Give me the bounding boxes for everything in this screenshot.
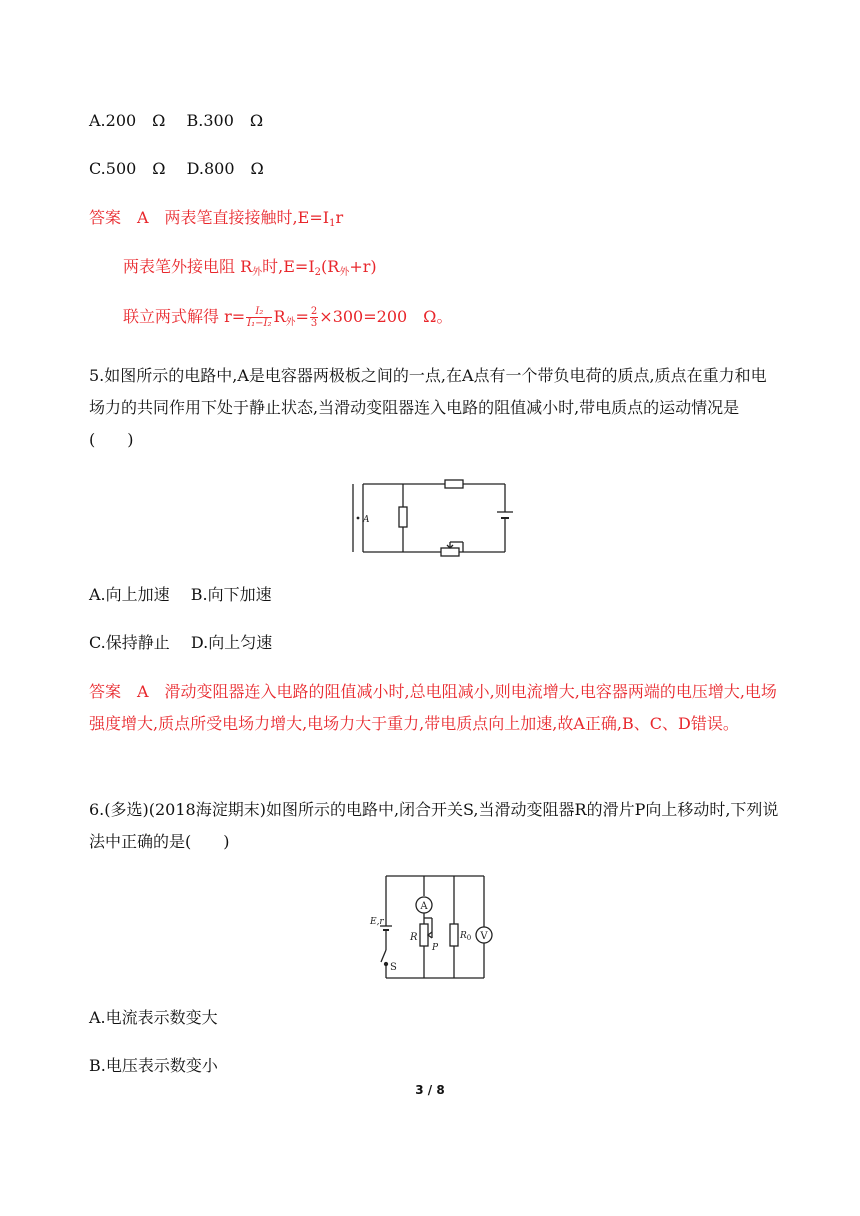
battery-label-er: E,r [370, 917, 384, 927]
page-number: 3 / 8 [415, 1083, 445, 1097]
q4-line2-sub-wai2: 外 [339, 267, 350, 278]
slider-label-p: P [432, 943, 439, 953]
q4-answer-line2 [123, 256, 377, 284]
q4-line3-c: = [295, 307, 309, 326]
q4-fraction-current [246, 306, 272, 329]
q4-line3-sub-wai: 外 [285, 317, 296, 328]
q4-line3-d: ×300=200 Ω。 [319, 307, 453, 326]
point-a-dot [357, 517, 360, 520]
q6-option-a: A.电流表示数变大 [89, 1008, 218, 1027]
rheostat-body [441, 548, 459, 556]
q4-line2-a: 两表笔外接电阻 R [123, 257, 253, 276]
q5-options-ab: A.向上加速 B.向下加速 [89, 585, 272, 604]
q6-question: 6.(多选)(2018海淀期末)如图所示的电路中,闭合开关S,当滑动变阻器R的滑片P向上移动时,下列说法中正确的是( ) [89, 800, 779, 851]
r0-label-sub: 0 [466, 934, 472, 942]
q4-line2-sub2: 2 [314, 267, 322, 278]
q4-line2-b: 时,E=I [262, 257, 315, 276]
q4-frac-denominator: I₁−I₂ [247, 318, 272, 329]
q5-circuit-diagram [345, 474, 515, 564]
q5-question: 5.如图所示的电路中,A是电容器两极板之间的一点,在A点有一个带负电荷的质点,质点在重力和电场力的共同作用下处于静止状态,当滑动变阻器连入电路的阻值减小时,带电质点的运动情况是( ) [89, 366, 767, 449]
q4-line3-b: R [273, 307, 286, 326]
fixed-resistor [399, 507, 407, 527]
voltmeter-label: V [480, 931, 488, 942]
q5-options-cd: C.保持静止 D.向上匀速 [89, 633, 273, 652]
q4-line2-c: (R [321, 257, 340, 276]
q4-frac-numerator: I₂ [246, 306, 272, 318]
q6-option-b: B.电压表示数变小 [89, 1056, 218, 1075]
rheostat-label-r: R [410, 932, 418, 943]
r0-label-r: R [460, 931, 467, 941]
q4-line3-a: 联立两式解得 r= [123, 307, 246, 326]
q4-options-cd: C.500 Ω D.800 Ω [89, 159, 264, 178]
q4-answer-text: 答案 A 两表笔直接接触时,E=I [89, 208, 330, 227]
q4-fraction-ratio [310, 306, 318, 329]
q4-options-ab: A.200 Ω B.300 Ω [89, 111, 264, 130]
switch-label-s: S [390, 962, 397, 973]
q4-answer-sub: 1 [329, 218, 336, 229]
q4-frac2-denominator: 3 [310, 318, 318, 329]
switch-blade [381, 950, 386, 962]
q4-line2-d: +r) [349, 257, 377, 276]
q5-fig-label-a: A [363, 515, 370, 525]
ammeter-label: A [420, 901, 428, 912]
r0-label [459, 931, 471, 942]
q4-answer-line3 [123, 306, 452, 334]
q4-frac2-numerator: 2 [310, 306, 318, 317]
rheostat-r [420, 924, 428, 946]
q4-answer-line1 [89, 207, 343, 235]
top-resistor [445, 480, 463, 488]
q4-answer-suffix: r [335, 208, 344, 227]
q5-answer: 答案 A 滑动变阻器连入电路的阻值减小时,总电阻减小,则电流增大,电容器两端的电压增大,电场强度增大,质点所受电场力增大,电场力大于重力,带电质点向上加速,故A正确,B、C、D错误。 [89, 682, 777, 733]
q6-circuit-diagram [370, 872, 490, 982]
resistor-r0 [450, 924, 458, 946]
q4-line2-sub-wai: 外 [252, 267, 263, 278]
